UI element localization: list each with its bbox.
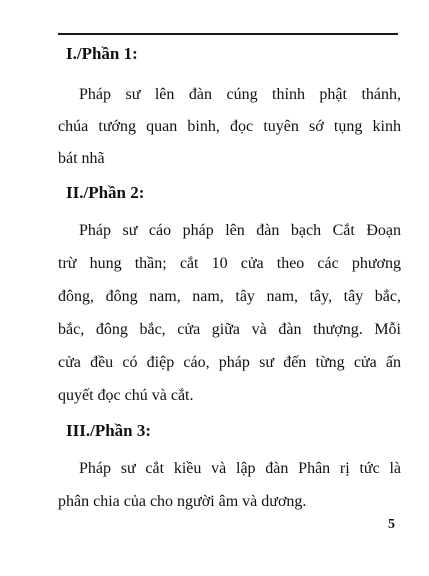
section-3-line-2: phân chia của cho người âm và dương. [58,493,307,510]
section-2-heading: II./Phần 2: [66,183,145,202]
section-2-line-5: cửa đều có điệp cáo, pháp sư đến từng cửa ấn [58,354,401,371]
top-rule [58,33,398,35]
section-2-line-2: trừ hung thần; cắt 10 cửa theo các phương [58,255,401,272]
section-2-line-1: Pháp sư cáo pháp lên đàn bạch Cắt Đoạn [79,222,401,239]
section-3-heading: III./Phần 3: [66,421,152,440]
section-2-line-3: đông, đông nam, nam, tây nam, tây, tây bắc, [58,288,401,305]
section-3-line-1: Pháp sư cắt kiều và lập đàn Phân rị tức là [79,460,401,477]
section-1-line-2: chúa tướng quan binh, đọc tuyên sớ tụng kinh [58,118,401,135]
section-1-line-1: Pháp sư lên đàn cúng thỉnh phật thánh, [79,86,401,103]
page-number: 5 [388,517,395,532]
section-1-line-3: bát nhã [58,150,105,167]
section-1-heading: I./Phần 1: [66,44,138,63]
section-2-line-6: quyết đọc chú và cắt. [58,387,194,404]
section-2-line-4: bắc, đông bắc, cửa giữa và đàn thượng. Mỗi [58,321,401,338]
